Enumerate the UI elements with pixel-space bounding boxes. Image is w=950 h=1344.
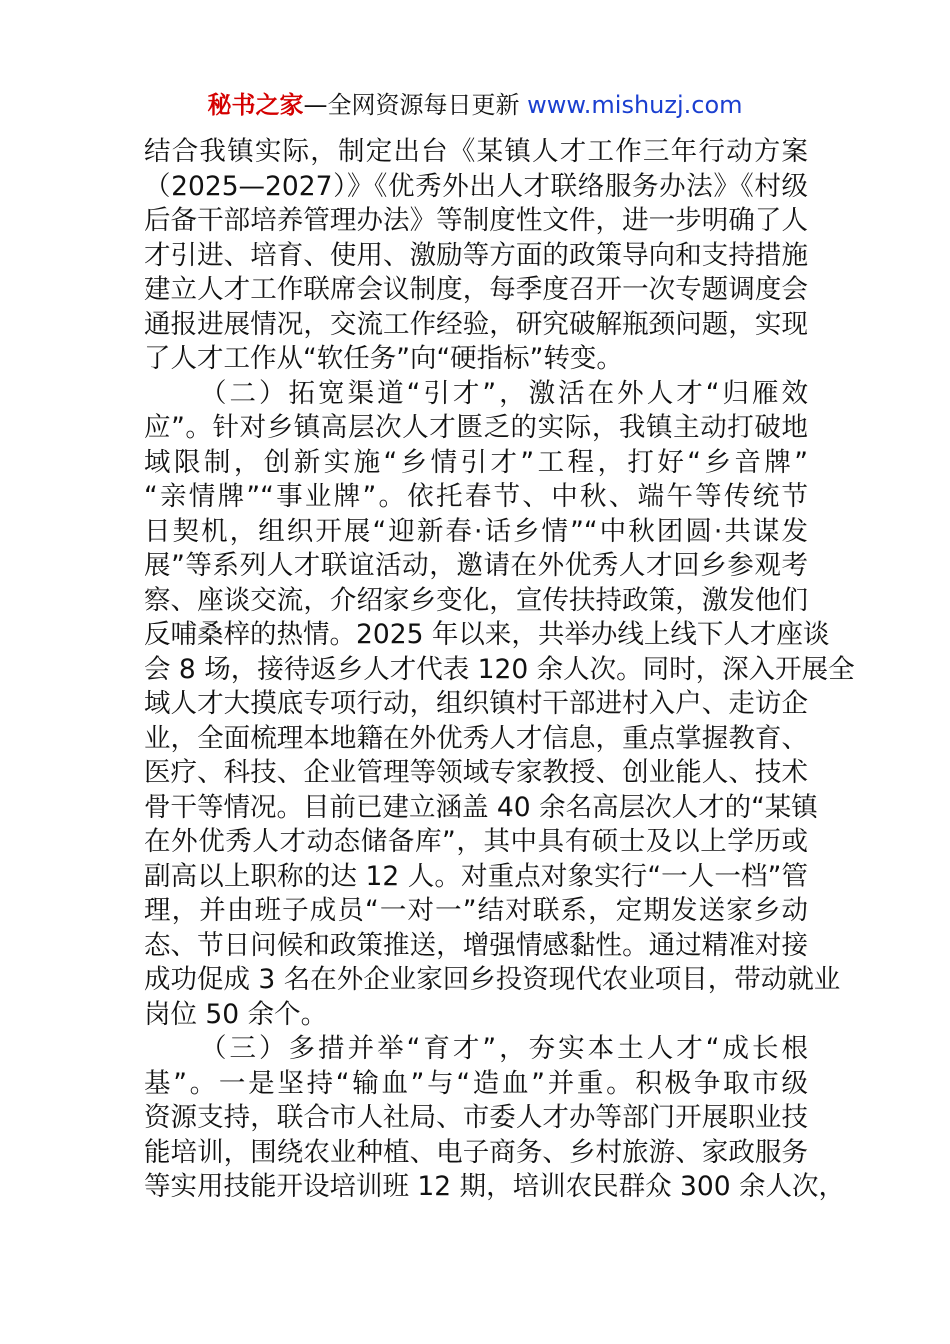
section-heading-line: （三）多措并举“育才”，夯实本土人才“成长根 <box>200 1033 808 1064</box>
text-line: 反哺桑梓的热情。2025 年以来，共举办线上线下人才座谈 <box>144 619 830 650</box>
text-line: 域人才大摸底专项行动，组织镇村干部进村入户、走访企 <box>144 688 808 719</box>
site-header <box>0 88 950 122</box>
text-line: 察、座谈交流，介绍家乡变化，宣传扶持政策，激发他们 <box>144 584 808 616</box>
text-line: 业，全面梳理本地籍在外优秀人才信息，重点掌握教育、 <box>144 722 808 754</box>
text-line: 态、节日问候和政策推送，增强情感黏性。通过精准对接 <box>144 929 808 961</box>
site-tagline: —全网资源每日更新 <box>303 91 528 119</box>
section-heading-line: （二）拓宽渠道“引才”，激活在外人才“归雁效 <box>200 377 808 409</box>
text-line: 会 8 场，接待返乡人才代表 120 余人次。同时，深入开展全 <box>144 653 855 685</box>
text-line: 理，并由班子成员“一对一”结对联系，定期发送家乡动 <box>144 895 808 926</box>
text-line: 域限制，创新实施“乡情引才”工程，打好“乡音牌” <box>144 446 808 478</box>
text-line: 副高以上职称的达 12 人。对重点对象实行“一人一档”管 <box>144 860 808 892</box>
text-line: 建立人才工作联席会议制度，每季度召开一次专题调度会 <box>144 274 808 305</box>
text-line: 应”。针对乡镇高层次人才匮乏的实际，我镇主动打破地 <box>144 412 808 443</box>
text-line: 等实用技能开设培训班 12 期，培训农民群众 300 余人次， <box>144 1171 845 1202</box>
text-line: 才引进、培育、使用、激励等方面的政策导向和支持措施 <box>144 239 808 271</box>
text-line: 了人才工作从“软任务”向“硬指标”转变。 <box>144 343 623 374</box>
text-line: 资源支持，联合市人社局、市委人才办等部门开展职业技 <box>144 1102 808 1133</box>
text-line: 在外优秀人才动态储备库”，其中具有硕士及以上学历或 <box>144 826 808 857</box>
text-line: 结合我镇实际，制定出台《某镇人才工作三年行动方案 <box>144 136 808 167</box>
text-line: 基”。一是坚持“输血”与“造血”并重。积极争取市级 <box>144 1067 808 1099</box>
text-line: （2025—2027）》《优秀外出人才联络服务办法》《村级 <box>144 170 808 202</box>
text-line: 能培训，围绕农业种植、电子商务、乡村旅游、家政服务 <box>144 1136 808 1168</box>
text-line: 岗位 50 余个。 <box>144 998 328 1030</box>
document-body <box>144 135 855 1205</box>
text-line: 展”等系列人才联谊活动，邀请在外优秀人才回乡参观考 <box>144 550 808 581</box>
text-line: “亲情牌”“事业牌”。依托春节、中秋、端午等传统节 <box>144 481 808 512</box>
text-line: 骨干等情况。目前已建立涵盖 40 余名高层次人才的“某镇 <box>144 791 818 823</box>
text-line: 通报进展情况，交流工作经验，研究破解瓶颈问题，实现 <box>144 308 808 340</box>
site-brand: 秘书之家 <box>207 91 304 119</box>
text-line: 医疗、科技、企业管理等领域专家教授、创业能人、技术 <box>144 757 808 788</box>
text-line: 后备干部培养管理办法》等制度性文件，进一步明确了人 <box>144 205 808 236</box>
site-url[interactable]: www.mishuzj.com <box>527 91 743 119</box>
text-line: 成功促成 3 名在外企业家回乡投资现代农业项目，带动就业 <box>144 964 841 995</box>
text-line: 日契机，组织开展“迎新春·话乡情”“中秋团圆·共谋发 <box>144 515 808 547</box>
